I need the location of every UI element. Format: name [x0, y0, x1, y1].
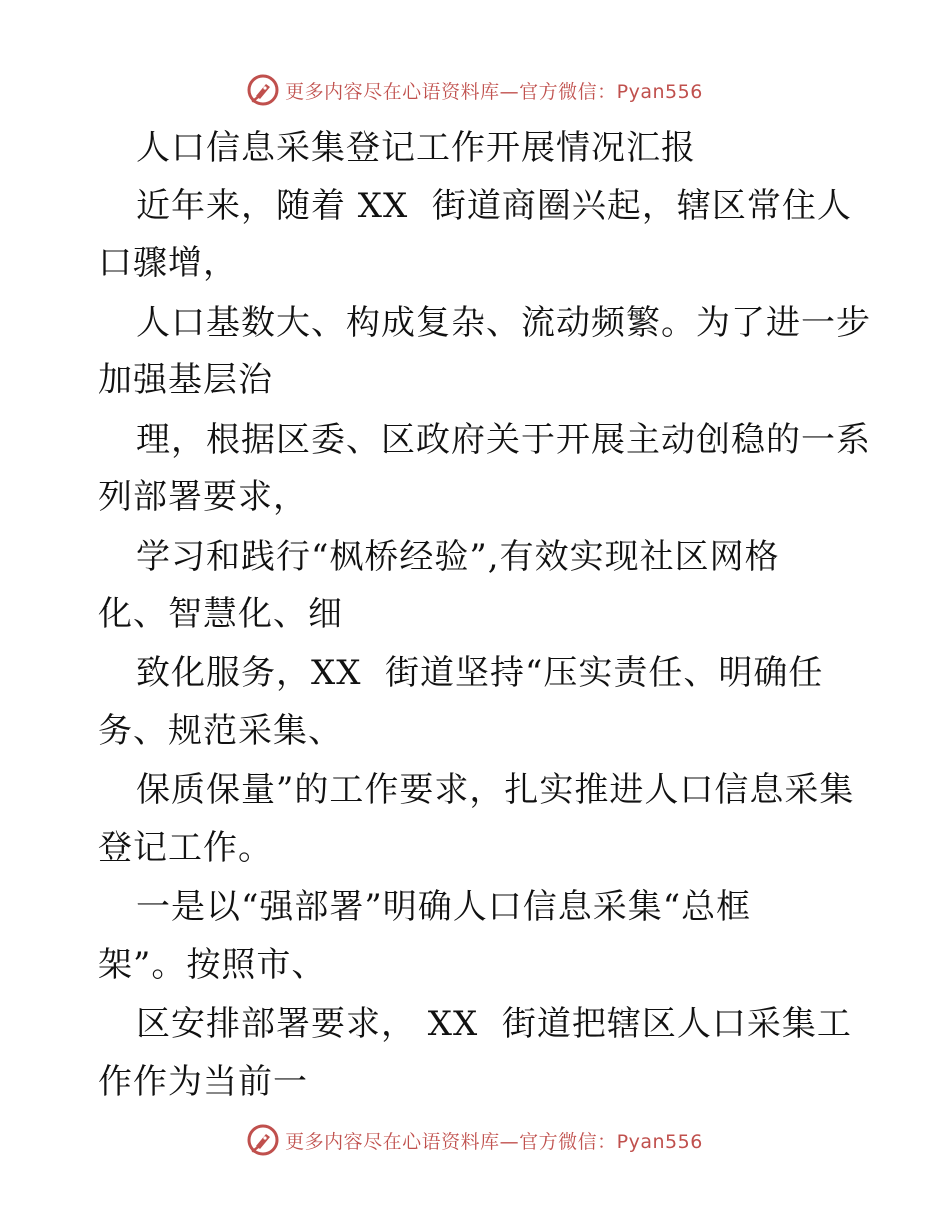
- document-title: 人口信息采集登记工作开展情况汇报: [136, 128, 696, 168]
- text-line: 列部署要求，: [98, 477, 308, 517]
- text-line: 化、智慧化、细: [98, 594, 343, 634]
- text-line: 理，根据区委、区政府关于开展主动创稳的一系: [136, 420, 871, 460]
- text-line: 致化服务，XX 街道坚持“压实责任、明确任: [136, 653, 824, 693]
- watermark-text: 更多内容尽在心语资料库—官方微信：Pyan556: [285, 80, 703, 103]
- text-line: 口骤增，: [98, 243, 238, 283]
- watermark-text: 更多内容尽在心语资料库—官方微信：Pyan556: [285, 1130, 703, 1153]
- text-line: 一是以“强部署”明确人口信息采集“总框: [136, 887, 752, 927]
- text-line: 务、规范采集、: [98, 711, 343, 751]
- text-line: 保质保量”的工作要求，扎实推进人口信息采集: [136, 770, 855, 810]
- pen-nib-circle-icon: [247, 1124, 279, 1156]
- text-line: 加强基层治: [98, 360, 273, 400]
- header-watermark: [0, 70, 950, 110]
- text-line: 架”。按照市、: [98, 945, 327, 985]
- text-line: 区安排部署要求， XX 街道把辖区人口采集工: [136, 1004, 852, 1044]
- pen-nib-circle-icon: [247, 74, 279, 106]
- text-line: 人口基数大、构成复杂、流动频繁。为了进一步: [136, 303, 871, 343]
- text-line: 作作为当前一: [98, 1062, 308, 1102]
- footer-watermark: [0, 1120, 950, 1160]
- text-line: 登记工作。: [98, 828, 273, 868]
- text-line: 近年来，随着 XX 街道商圈兴起，辖区常住人: [136, 186, 852, 226]
- text-line: 学习和践行“枫桥经验”,有效实现社区网格: [136, 537, 780, 577]
